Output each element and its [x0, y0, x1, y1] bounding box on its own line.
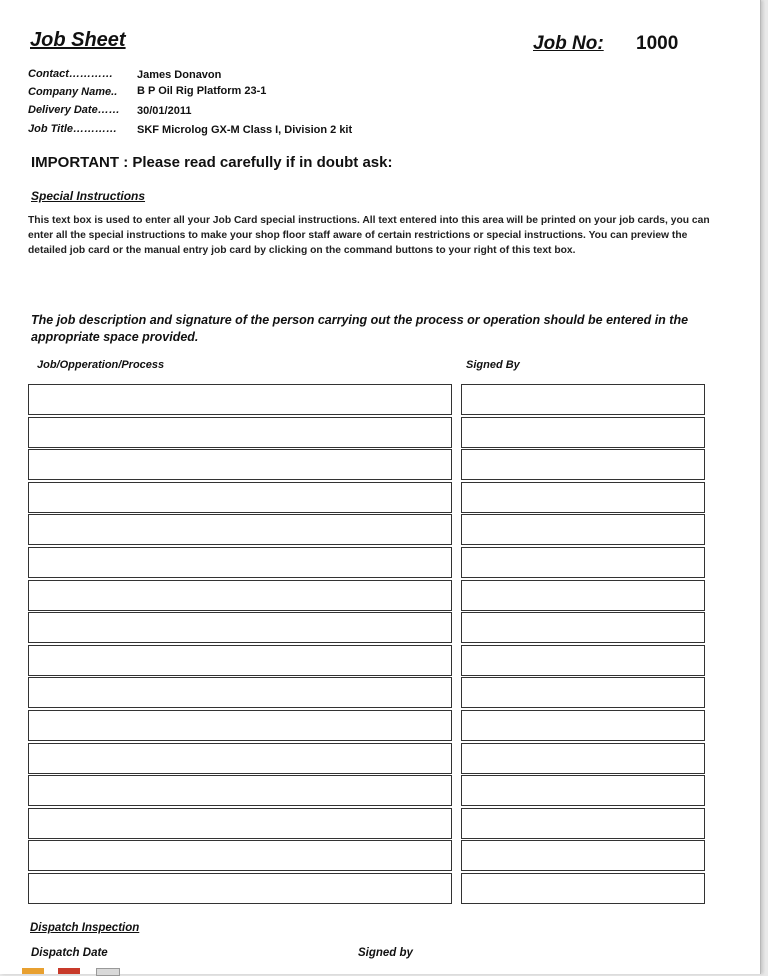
job-operation-field[interactable]	[28, 417, 452, 448]
signed-by-header: Signed By	[466, 359, 520, 371]
delivery-date-value: 30/01/2011	[137, 105, 192, 117]
signed-by-field[interactable]	[461, 417, 705, 448]
signed-by-field[interactable]	[461, 840, 705, 871]
job-description-notice: The job description and signature of the person carrying out the process or operation should be entered in the appropriate space provided.	[31, 313, 689, 344]
signed-by-field[interactable]	[461, 384, 705, 415]
signed-by-field[interactable]	[461, 514, 705, 545]
job-operation-field[interactable]	[28, 775, 452, 806]
signed-by-field[interactable]	[461, 873, 705, 904]
signed-by-field[interactable]	[461, 449, 705, 480]
signed-by-field[interactable]	[461, 677, 705, 708]
job-operation-field[interactable]	[28, 514, 452, 545]
job-operation-process-header: Job/Opperation/Process	[37, 359, 165, 371]
job-number-value: 1000	[636, 33, 679, 54]
job-operation-field[interactable]	[28, 743, 452, 774]
signed-by-field[interactable]	[461, 482, 705, 513]
taskbar-app-icon[interactable]	[22, 968, 44, 974]
job-title-value: SKF Microlog GX-M Class I, Division 2 kit	[137, 124, 353, 136]
job-operation-field[interactable]	[28, 482, 452, 513]
signed-by-field[interactable]	[461, 547, 705, 578]
delivery-date-label: Delivery Date……	[28, 104, 120, 116]
job-operation-field[interactable]	[28, 547, 452, 578]
contact-value: James Donavon	[137, 69, 222, 81]
special-instructions-text: This text box is used to enter all your Job Card special instructions. All text entered into this area will be printed on your job cards, you can enter all the special instructions to make your shop floor staff aware of certain restrictions or special instructions. You can preview the detailed job card or the manual entry job card by clicking on the command buttons to your right of this text box.	[28, 215, 710, 256]
job-operation-field[interactable]	[28, 384, 452, 415]
job-operation-field[interactable]	[28, 449, 452, 480]
important-notice: IMPORTANT : Please read carefully if in doubt ask:	[31, 154, 393, 171]
dispatch-signed-by-label: Signed by	[358, 947, 413, 959]
job-operation-field[interactable]	[28, 808, 452, 839]
taskbar-app-icon[interactable]	[96, 968, 120, 976]
job-operation-field[interactable]	[28, 677, 452, 708]
signed-by-field[interactable]	[461, 710, 705, 741]
signed-by-field[interactable]	[461, 612, 705, 643]
taskbar-app-icon[interactable]	[58, 968, 80, 974]
job-operation-field[interactable]	[28, 710, 452, 741]
job-operation-field[interactable]	[28, 645, 452, 676]
job-title-label: Job Title…………	[28, 123, 118, 135]
taskbar-edge	[0, 968, 200, 974]
job-number-label: Job No:	[533, 33, 604, 54]
company-name-label: Company Name..	[28, 86, 118, 98]
dispatch-inspection-heading: Dispatch Inspection	[30, 922, 140, 934]
job-operation-field[interactable]	[28, 873, 452, 904]
company-name-value: B P Oil Rig Platform 23-1	[137, 85, 267, 97]
job-operation-field[interactable]	[28, 580, 452, 611]
signed-by-field[interactable]	[461, 808, 705, 839]
page-title: Job Sheet	[30, 29, 126, 51]
signed-by-field[interactable]	[461, 645, 705, 676]
signed-by-field[interactable]	[461, 580, 705, 611]
special-instructions-heading: Special Instructions	[31, 189, 146, 203]
signed-by-field[interactable]	[461, 743, 705, 774]
signed-by-field[interactable]	[461, 775, 705, 806]
dispatch-date-label: Dispatch Date	[31, 947, 108, 959]
job-operation-field[interactable]	[28, 612, 452, 643]
contact-label: Contact…………	[28, 68, 113, 80]
job-operation-field[interactable]	[28, 840, 452, 871]
